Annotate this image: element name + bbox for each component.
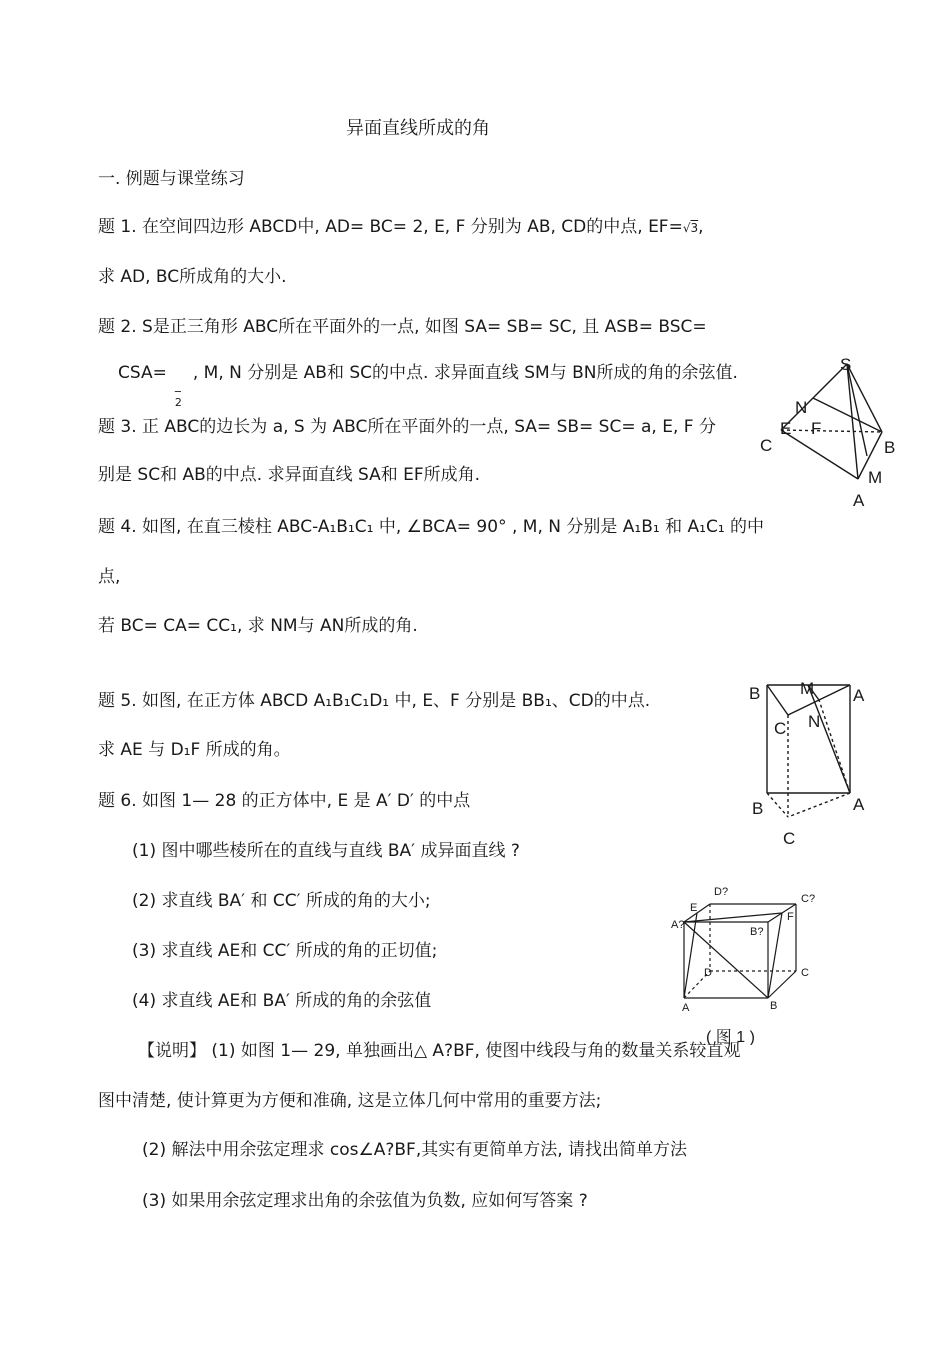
problem-6-question-4: (4) 求直线 AE和 BA′ 所成的角的余弦值 <box>132 991 432 1011</box>
label-B1: B <box>749 684 761 703</box>
label-C: C <box>783 829 796 848</box>
problem-5-line-1: 题 5. 如图, 在正方体 ABCD A₁B₁C₁D₁ 中, E、F 分别是 BB₁、CD的中点. <box>98 691 651 711</box>
label-F: F <box>811 419 822 438</box>
label-D: D <box>704 967 712 979</box>
note-line-2: 图中清楚, 使计算更为方便和准确, 这是立体几何中常用的重要方法; <box>98 1091 602 1111</box>
problem-6-line-1: 题 6. 如图 1— 28 的正方体中, E 是 A′ D′ 的中点 <box>98 791 471 811</box>
prism-figure <box>745 675 880 850</box>
problem-1-line-1: 题 1. 在空间四边形 ABCD中, AD= BC= 2, E, F 分别为 AB, CD的中点, EF=√3, <box>98 217 704 237</box>
note-line-1: 【说明】 (1) 如图 1— 29, 单独画出△ A?BF, 使图中线段与角的数量关系较直观 <box>138 1041 741 1061</box>
problem-4-line-1: 题 4. 如图, 在直三棱柱 ABC-A₁B₁C₁ 中, ∠BCA= 90° , M, N 分别是 A₁B₁ 和 A₁C₁ 的中 <box>98 517 765 537</box>
label-C: C <box>801 967 809 979</box>
label-M: M <box>800 679 815 698</box>
problem-3-line-1: 题 3. 正 ABC的边长为 a, S 为 ABC所在平面外的一点, SA= SB= SC= a, E, F 分 <box>98 417 716 437</box>
label-N: N <box>808 712 821 731</box>
label-S: S <box>840 355 852 374</box>
label-C1: C? <box>801 893 816 905</box>
note-line-4: (3) 如果用余弦定理求出角的余弦值为负数, 应如何写答案 ? <box>142 1191 588 1211</box>
problem-4-line-2: 点, <box>98 567 121 587</box>
label-E: E <box>780 419 792 438</box>
label-C1: C <box>774 719 787 738</box>
page-title: 异面直线所成的角 <box>346 118 490 139</box>
label-C: C <box>760 436 773 455</box>
label-A: A <box>853 795 865 814</box>
problem-6-question-2: (2) 求直线 BA′ 和 CC′ 所成的角的大小; <box>132 891 431 911</box>
label-B: B <box>752 799 764 818</box>
label-B1: B? <box>750 926 764 938</box>
label-N: N <box>795 398 808 417</box>
section-heading: 一. 例题与课堂练习 <box>98 169 245 189</box>
label-A1: A? <box>671 919 685 931</box>
figure-caption: ( 图 1 ) <box>706 1029 755 1045</box>
problem-3-line-2: 别是 SC和 AB的中点. 求异面直线 SA和 EF所成角. <box>98 465 481 485</box>
problem-2-line-1: 题 2. S是正三角形 ABC所在平面外的一点, 如图 SA= SB= SC, 且 ASB= BSC= <box>98 317 707 337</box>
label-B: B <box>884 438 896 457</box>
cube-figure <box>668 880 823 1045</box>
pyramid-figure <box>755 352 905 512</box>
problem-5-line-2: 求 AE 与 D₁F 所成的角。 <box>98 740 291 760</box>
label-A: A <box>853 491 865 510</box>
problem-4-line-3: 若 BC= CA= CC₁, 求 NM与 AN所成的角. <box>98 616 418 636</box>
label-M: M <box>868 468 883 487</box>
problem-6-question-1: (1) 图中哪些棱所在的直线与直线 BA′ 成异面直线 ? <box>132 841 520 861</box>
label-A1: A <box>853 686 865 705</box>
label-A: A <box>682 1002 690 1014</box>
label-E: E <box>690 902 698 914</box>
note-line-3: (2) 解法中用余弦定理求 cos∠A?BF,其实有更简单方法, 请找出简单方法 <box>142 1140 688 1160</box>
problem-6-question-3: (3) 求直线 AE和 CC′ 所成的角的正切值; <box>132 941 438 961</box>
problem-1-line-2: 求 AD, BC所成角的大小. <box>98 267 287 287</box>
label-F: F <box>787 911 794 923</box>
label-D1: D? <box>714 886 729 898</box>
problem-2-line-2: CSA= _ 2 , M, N 分别是 AB和 SC的中点. 求异面直线 SM与 BN所成的角的余弦值. <box>118 363 738 409</box>
label-B: B <box>770 1000 778 1012</box>
